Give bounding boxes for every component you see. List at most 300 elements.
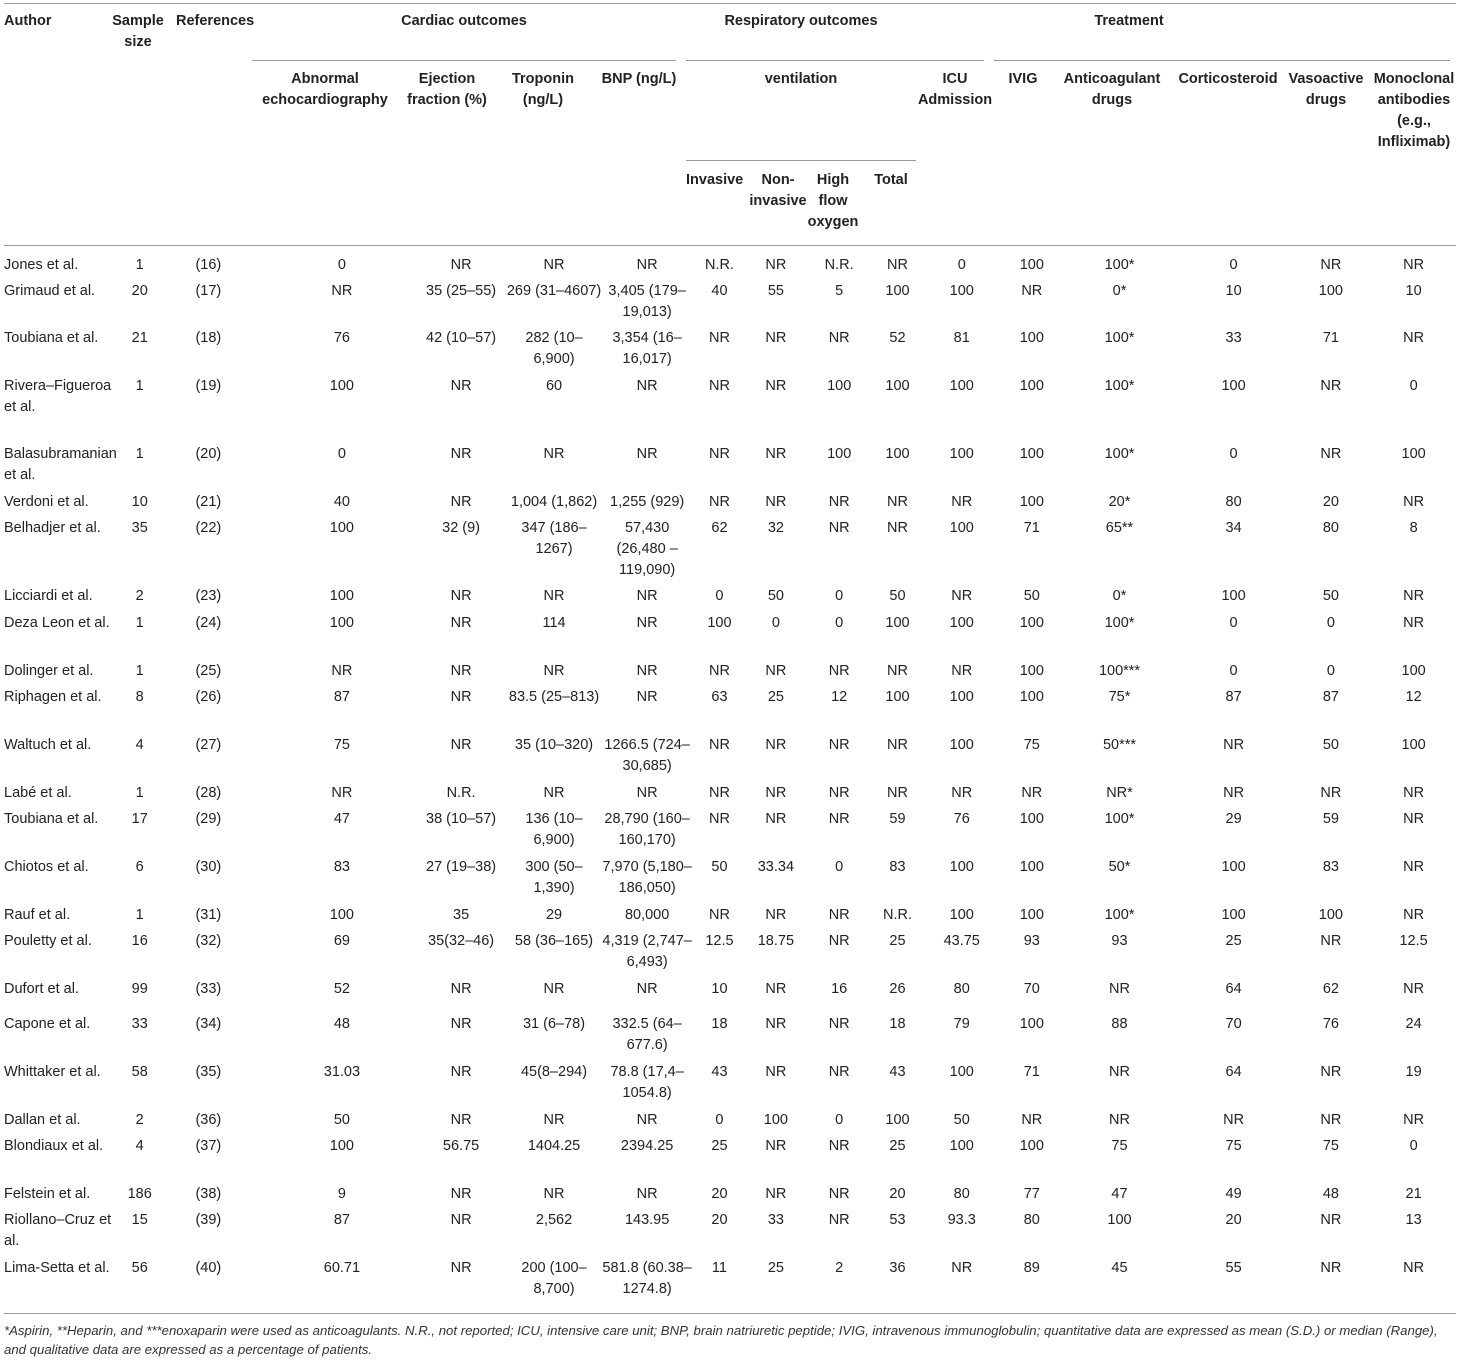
non-invasive-cell: 25 (767, 689, 784, 705)
treatment-header: Treatment (1094, 13, 1164, 29)
ivig-cell: 100 (1019, 663, 1044, 679)
troponin-cell: 114 (542, 615, 566, 631)
high-flow-cell: NR (828, 520, 850, 536)
non-invasive-cell: 33 (767, 1212, 784, 1228)
non-invasive-cell: 50 (767, 588, 784, 604)
monoclonal-cell: NR (1403, 330, 1425, 346)
ejection-fraction-cell: 32 (9) (442, 520, 481, 536)
sample-size-cell: 2 (135, 1112, 144, 1128)
author-cell: Jones et al. (4, 257, 79, 273)
icu-admission-cell: 100 (949, 1138, 974, 1154)
total-cell: 18 (889, 1016, 906, 1032)
abnormal-echo-cell: 83 (333, 859, 350, 875)
abnormal-echo-cell: 0 (337, 446, 346, 462)
invasive-cell: 50 (711, 859, 728, 875)
icu-admission-cell: 43.75 (943, 933, 980, 949)
vasoactive-cell: 100 (1318, 283, 1343, 299)
anticoagulant-cell: 50* (1108, 859, 1131, 875)
invasive-header: Invasive (686, 172, 744, 188)
high-flow-cell: 100 (827, 446, 852, 462)
anticoagulant-cell: 100* (1104, 907, 1135, 923)
non-invasive-cell: NR (765, 1138, 787, 1154)
abnormal-echo-cell: 100 (329, 520, 354, 536)
sample-size-cell: 4 (135, 737, 144, 753)
respiratory-group-rule (686, 60, 984, 61)
non-invasive-cell: 32 (767, 520, 784, 536)
author-cell: Dolinger et al. (4, 663, 94, 679)
icu-admission-cell: 93.3 (947, 1212, 976, 1228)
corticosteroid-cell: 33 (1225, 330, 1242, 346)
corticosteroid-cell: NR (1223, 737, 1245, 753)
high-flow-cell: 0 (835, 588, 844, 604)
anticoagulant-cell: 100* (1104, 330, 1135, 346)
monoclonal-cell: NR (1403, 785, 1425, 801)
reference-cell: (39) (195, 1212, 222, 1228)
reference-cell: (22) (195, 520, 222, 536)
invasive-cell: 62 (711, 520, 728, 536)
reference-cell: (28) (195, 785, 222, 801)
ivig-cell: NR (1021, 1112, 1043, 1128)
author-cell: Riollano–Cruz et al. (4, 1212, 112, 1249)
total-cell: 20 (889, 1186, 906, 1202)
total-cell: 100 (885, 378, 910, 394)
ejection-fraction-cell: NR (450, 1212, 472, 1228)
treatment-group-rule (994, 60, 1450, 61)
anticoagulant-cell: 100* (1104, 615, 1135, 631)
troponin-cell: NR (543, 257, 565, 273)
non-invasive-cell: NR (765, 785, 787, 801)
icu-admission-cell: 50 (953, 1112, 970, 1128)
non-invasive-cell: NR (765, 907, 787, 923)
troponin-cell: NR (543, 785, 565, 801)
non-invasive-cell: NR (765, 1064, 787, 1080)
vasoactive-cell: 20 (1322, 494, 1339, 510)
total-cell: 43 (889, 1064, 906, 1080)
bnp-cell: NR (636, 1112, 658, 1128)
total-cell: NR (887, 737, 908, 753)
invasive-cell: 12.5 (705, 933, 734, 949)
troponin-cell: NR (543, 1186, 565, 1202)
high-flow-cell: NR (828, 737, 850, 753)
corticosteroid-cell: 29 (1225, 811, 1242, 827)
troponin-cell: NR (543, 588, 565, 604)
table-row (4, 979, 1456, 1014)
non-invasive-cell: NR (765, 1016, 787, 1032)
high-flow-cell: NR (828, 1212, 850, 1228)
vasoactive-cell: 100 (1318, 907, 1343, 923)
total-cell: 83 (889, 859, 906, 875)
total-cell: 52 (889, 330, 906, 346)
icu-admission-cell: 100 (949, 1064, 974, 1080)
vasoactive-cell: 59 (1322, 811, 1339, 827)
corticosteroid-cell: 0 (1229, 663, 1238, 679)
vasoactive-cell: NR (1320, 378, 1342, 394)
author-cell: Riphagen et al. (4, 689, 102, 705)
sample-size-cell: 15 (131, 1212, 148, 1228)
sample-size-cell: 186 (127, 1186, 152, 1202)
corticosteroid-cell: 25 (1225, 933, 1242, 949)
corticosteroid-cell: 87 (1225, 689, 1242, 705)
ejection-fraction-cell: NR (450, 1112, 472, 1128)
invasive-cell: 40 (711, 283, 728, 299)
total-cell: NR (887, 520, 908, 536)
corticosteroid-cell: 55 (1225, 1260, 1242, 1276)
bnp-cell: 80,000 (624, 907, 670, 923)
reference-cell: (18) (195, 330, 222, 346)
ivig-cell: 100 (1019, 907, 1044, 923)
table-row (4, 1184, 1456, 1210)
icu-admission-cell: 76 (953, 811, 970, 827)
high-flow-cell: 2 (835, 1260, 844, 1276)
ivig-cell: 100 (1019, 257, 1044, 273)
non-invasive-cell: 18.75 (757, 933, 795, 949)
non-invasive-cell: NR (765, 446, 787, 462)
reference-cell: (24) (195, 615, 222, 631)
reference-cell: (16) (195, 257, 222, 273)
sample-size-cell: 35 (131, 520, 148, 536)
sample-size-cell: 6 (135, 859, 144, 875)
author-cell: Pouletty et al. (4, 933, 92, 949)
corticosteroid-cell: 49 (1225, 1186, 1242, 1202)
table-row (4, 857, 1456, 905)
monoclonal-cell: 8 (1409, 520, 1418, 536)
icu-admission-cell: 100 (949, 907, 974, 923)
invasive-cell: 11 (711, 1260, 727, 1276)
author-cell: Licciardi et al. (4, 588, 93, 604)
bnp-cell: 3,354 (16–16,017) (612, 330, 682, 367)
monoclonal-cell: NR (1403, 907, 1425, 923)
bnp-cell: 2394.25 (620, 1138, 674, 1154)
non-invasive-cell: NR (765, 811, 787, 827)
anticoagulant-cell: 88 (1111, 1016, 1128, 1032)
author-cell: Toubiana et al. (4, 330, 99, 346)
high-flow-cell: NR (828, 933, 850, 949)
table-footnote: *Aspirin, **Heparin, and ***enoxaparin were used as anticoagulants. N.R., not reported; ICU, intensive care unit; BNP, brain natriuretic peptide; IVIG, intravenous immunoglobulin; quantitative data are expressed as mean (S.D.) or median (Range), and qualitative data are expressed as a percentage of patients. (4, 1323, 1438, 1357)
author-cell: Toubiana et al. (4, 811, 99, 827)
corticosteroid-cell: 70 (1225, 1016, 1242, 1032)
non-invasive-cell: NR (765, 378, 787, 394)
non-invasive-cell: 25 (767, 1260, 784, 1276)
vasoactive-cell: NR (1320, 1064, 1342, 1080)
reference-cell: (31) (195, 907, 222, 923)
non-invasive-cell: 0 (771, 615, 780, 631)
reference-cell: (29) (195, 811, 222, 827)
troponin-cell: 60 (545, 378, 563, 394)
abnormal-echo-cell: 100 (329, 615, 354, 631)
high-flow-cell: 0 (835, 859, 844, 875)
high-flow-cell: NR (828, 1016, 850, 1032)
cardiac-group-rule (252, 60, 676, 61)
total-cell: 50 (889, 588, 906, 604)
troponin-cell: 200 (100–8,700) (521, 1260, 587, 1297)
ventilation-rule (686, 160, 916, 161)
non-invasive-cell: NR (765, 737, 787, 753)
monoclonal-cell: 12 (1405, 689, 1422, 705)
high-flow-cell: N.R. (824, 257, 854, 273)
sample-size-cell: 16 (131, 933, 148, 949)
icu-admission-cell: 100 (949, 737, 974, 753)
icu-admission-cell: NR (951, 588, 973, 604)
reference-cell: (20) (195, 446, 222, 462)
non-invasive-cell: 33.34 (757, 859, 795, 875)
anticoagulant-cell: NR (1109, 1112, 1130, 1128)
invasive-cell: 25 (711, 1138, 728, 1154)
troponin-cell: NR (543, 446, 565, 462)
bnp-cell: 7,970 (5,180– 186,050) (602, 859, 692, 896)
abnormal-echo-cell: 100 (329, 907, 354, 923)
table-row (4, 444, 1456, 492)
monoclonal-cell: NR (1403, 1112, 1425, 1128)
total-cell: 26 (889, 981, 906, 997)
ejection-fraction-cell: NR (450, 1064, 472, 1080)
ivig-cell: 80 (1023, 1212, 1040, 1228)
troponin-cell: 31 (6–78) (522, 1016, 586, 1032)
monoclonal-cell: 13 (1405, 1212, 1422, 1228)
invasive-cell: 20 (711, 1212, 728, 1228)
abnormal-echo-cell: 100 (329, 378, 354, 394)
bnp-cell: NR (636, 588, 658, 604)
author-cell: Waltuch et al. (4, 737, 92, 753)
respiratory-outcomes-header: Respiratory outcomes (724, 13, 878, 29)
bnp-cell: NR (636, 615, 658, 631)
anticoagulant-cell: NR* (1106, 785, 1133, 801)
vasoactive-cell: 76 (1322, 1016, 1339, 1032)
troponin-cell: 269 (31–4607) (506, 283, 602, 299)
reference-cell: (23) (195, 588, 222, 604)
anticoagulant-cell: 0* (1112, 588, 1127, 604)
abnormal-echo-cell: 87 (333, 1212, 350, 1228)
ivig-header: IVIG (1008, 71, 1038, 87)
vasoactive-cell: NR (1320, 1212, 1342, 1228)
monoclonal-cell: 0 (1409, 1138, 1418, 1154)
icu-admission-cell: 79 (953, 1016, 970, 1032)
total-cell: 36 (889, 1260, 906, 1276)
high-flow-cell: NR (828, 811, 850, 827)
invasive-cell: 20 (711, 1186, 728, 1202)
abnormal-echo-header: Abnormal echocardiography (262, 71, 388, 108)
abnormal-echo-cell: 76 (333, 330, 350, 346)
table-row (4, 586, 1456, 613)
vasoactive-cell: 0 (1326, 615, 1335, 631)
anticoagulant-cell: 93 (1111, 933, 1128, 949)
bnp-cell: 3,405 (179–19,013) (608, 283, 686, 320)
icu-admission-cell: NR (951, 494, 973, 510)
ejection-fraction-cell: NR (450, 663, 472, 679)
total-cell: NR (887, 494, 908, 510)
author-cell: Whittaker et al. (4, 1064, 101, 1080)
anticoagulant-cell: 20* (1108, 494, 1131, 510)
abnormal-echo-cell: 100 (329, 588, 354, 604)
abnormal-echo-cell: 100 (329, 1138, 354, 1154)
table-row (4, 255, 1456, 281)
high-flow-cell: 100 (827, 378, 852, 394)
sample-size-header: Sample size (112, 13, 164, 50)
top-rule (4, 3, 1456, 4)
ejection-fraction-cell: NR (450, 981, 472, 997)
ejection-fraction-cell: NR (450, 1260, 472, 1276)
anticoagulant-cell: 45 (1111, 1260, 1128, 1276)
bnp-cell: 332.5 (64–677.6) (612, 1016, 682, 1053)
anticoagulant-cell: 100* (1104, 446, 1135, 462)
ivig-cell: 100 (1019, 1016, 1044, 1032)
icu-admission-cell: NR (951, 785, 973, 801)
high-flow-cell: NR (828, 1064, 850, 1080)
vasoactive-cell: 87 (1322, 689, 1339, 705)
vasoactive-cell: 75 (1322, 1138, 1339, 1154)
corticosteroid-cell: 34 (1225, 520, 1242, 536)
high-flow-cell: NR (828, 1138, 850, 1154)
troponin-cell: 136 (10–6,900) (525, 811, 583, 848)
troponin-cell: 83.5 (25–813) (508, 689, 600, 705)
high-flow-cell: NR (828, 907, 850, 923)
table-row (4, 613, 1456, 661)
anticoagulant-cell: 100 (1107, 1212, 1132, 1228)
bnp-cell: NR (636, 257, 658, 273)
anticoagulant-cell: 75 (1111, 1138, 1128, 1154)
icu-admission-cell: NR (951, 1260, 973, 1276)
ejection-fraction-cell: 27 (19–38) (426, 859, 497, 875)
monoclonal-cell: NR (1403, 588, 1425, 604)
total-cell: 25 (889, 1138, 906, 1154)
ivig-cell: 100 (1019, 494, 1044, 510)
author-cell: Blondiaux et al. (4, 1138, 104, 1154)
monoclonal-header: Monoclonal antibodies (e.g., Infliximab) (1373, 71, 1455, 150)
author-cell: Dufort et al. (4, 981, 79, 997)
ivig-cell: 100 (1019, 811, 1044, 827)
sample-size-cell: 20 (131, 283, 148, 299)
invasive-cell: NR (708, 494, 730, 510)
ivig-cell: 70 (1023, 981, 1040, 997)
table-row (4, 783, 1456, 809)
author-cell: Chiotos et al. (4, 859, 89, 875)
sample-size-cell: 1 (135, 907, 144, 923)
sample-size-cell: 4 (135, 1138, 144, 1154)
icu-admission-cell: 80 (953, 981, 970, 997)
reference-cell: (40) (195, 1260, 222, 1276)
author-cell: Verdoni et al. (4, 494, 89, 510)
invasive-cell: NR (708, 330, 730, 346)
reference-cell: (34) (195, 1016, 222, 1032)
ejection-fraction-cell: NR (450, 1016, 472, 1032)
icu-admission-cell: 100 (949, 859, 974, 875)
monoclonal-cell: NR (1403, 615, 1425, 631)
vasoactive-cell: 50 (1322, 588, 1339, 604)
vasoactive-cell: 48 (1322, 1186, 1339, 1202)
anticoagulant-cell: NR (1109, 1064, 1130, 1080)
abnormal-echo-cell: 0 (337, 257, 346, 273)
sample-size-cell: 58 (131, 1064, 148, 1080)
header-bottom-rule (4, 245, 1456, 246)
sample-size-cell: 1 (135, 663, 144, 679)
icu-admission-cell: 100 (949, 378, 974, 394)
invasive-cell: N.R. (704, 257, 734, 273)
references-header: References (176, 13, 255, 29)
troponin-cell: 1,004 (1,862) (510, 494, 598, 510)
ivig-cell: 100 (1019, 330, 1044, 346)
non-invasive-cell: NR (765, 1186, 787, 1202)
author-cell: Felstein et al. (4, 1186, 91, 1202)
troponin-cell: NR (543, 663, 565, 679)
monoclonal-cell: 100 (1401, 446, 1426, 462)
table-row (4, 661, 1456, 687)
sample-size-cell: 10 (131, 494, 148, 510)
abnormal-echo-cell: NR (331, 785, 353, 801)
reference-cell: (38) (195, 1186, 222, 1202)
bnp-cell: NR (636, 446, 658, 462)
invasive-cell: 10 (711, 981, 728, 997)
table-row (4, 905, 1456, 931)
vasoactive-cell: 0 (1326, 663, 1335, 679)
table-row (4, 376, 1456, 444)
bnp-cell: NR (636, 663, 658, 679)
ejection-fraction-cell: 38 (10–57) (426, 811, 497, 827)
non-invasive-cell: 100 (763, 1112, 788, 1128)
anticoagulant-cell: 100* (1104, 257, 1135, 273)
ejection-fraction-cell: 35 (25–55) (426, 283, 497, 299)
bnp-cell: 143.95 (624, 1212, 670, 1228)
ejection-fraction-cell: NR (450, 446, 472, 462)
icu-admission-cell: 100 (949, 283, 974, 299)
corticosteroid-cell: 10 (1225, 283, 1242, 299)
corticosteroid-cell: 100 (1221, 588, 1246, 604)
vasoactive-cell: NR (1320, 257, 1342, 273)
ejection-fraction-cell: NR (450, 378, 472, 394)
monoclonal-cell: 19 (1405, 1064, 1422, 1080)
sample-size-cell: 1 (135, 257, 144, 273)
invasive-cell: 0 (715, 588, 724, 604)
troponin-cell: 347 (186–1267) (521, 520, 587, 557)
high-flow-cell: NR (828, 1186, 850, 1202)
bnp-cell: NR (636, 689, 658, 705)
sample-size-cell: 21 (131, 330, 148, 346)
author-cell: Grimaud et al. (4, 283, 96, 299)
ivig-cell: 50 (1023, 588, 1040, 604)
invasive-cell: NR (708, 663, 730, 679)
anticoagulant-cell: 0* (1112, 283, 1127, 299)
ivig-cell: 71 (1023, 520, 1040, 536)
bnp-header: BNP (ng/L) (601, 71, 677, 87)
total-cell: N.R. (882, 907, 912, 923)
high-flow-cell: NR (828, 494, 850, 510)
invasive-cell: NR (708, 446, 730, 462)
monoclonal-cell: 100 (1401, 663, 1426, 679)
troponin-cell: 2,562 (535, 1212, 573, 1228)
reference-cell: (17) (195, 283, 222, 299)
abnormal-echo-cell: 50 (333, 1112, 350, 1128)
high-flow-cell: NR (828, 785, 850, 801)
data-table (4, 255, 1456, 1306)
monoclonal-cell: NR (1403, 811, 1425, 827)
non-invasive-cell: NR (765, 663, 787, 679)
monoclonal-cell: 0 (1409, 378, 1418, 394)
abnormal-echo-cell: 48 (333, 1016, 350, 1032)
invasive-cell: 63 (711, 689, 728, 705)
vasoactive-cell: NR (1320, 933, 1342, 949)
monoclonal-cell: 12.5 (1399, 933, 1428, 949)
ivig-cell: NR (1021, 283, 1043, 299)
vasoactive-cell: 62 (1322, 981, 1339, 997)
total-cell: NR (887, 663, 908, 679)
troponin-cell: 282 (10–6,900) (525, 330, 583, 367)
non-invasive-cell: NR (765, 330, 787, 346)
total-cell: 53 (889, 1212, 906, 1228)
reference-cell: (27) (195, 737, 222, 753)
table-row (4, 281, 1456, 328)
non-invasive-cell: 55 (767, 283, 784, 299)
icu-admission-cell: 80 (953, 1186, 970, 1202)
abnormal-echo-cell: 40 (333, 494, 350, 510)
table-row (4, 809, 1456, 857)
